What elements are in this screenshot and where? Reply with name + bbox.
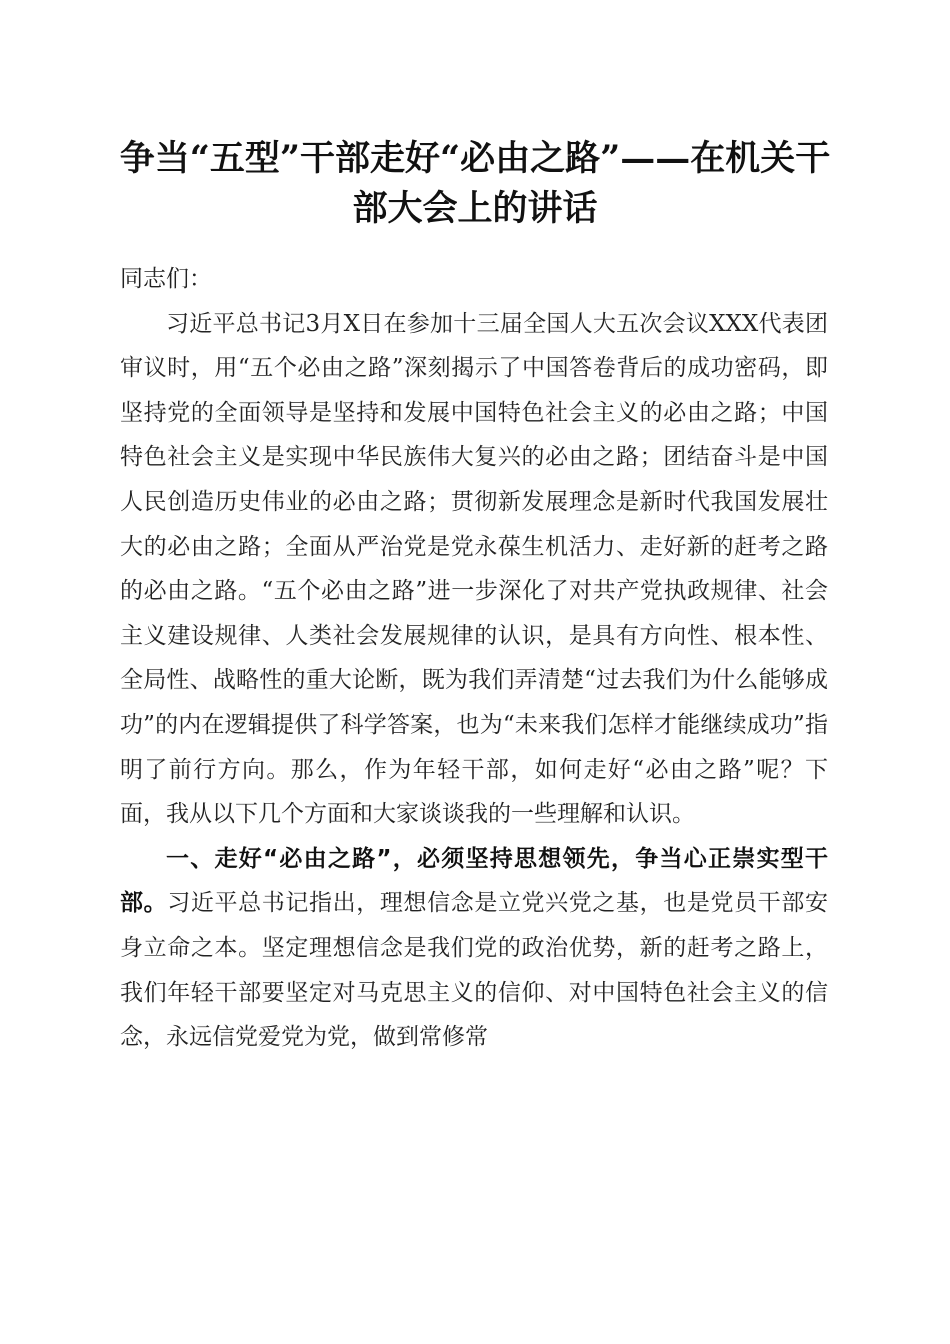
- section-1-heading: 一、走好“必由之路”，必须坚持思想领先，争当心正崇实型干部。: [120, 845, 828, 917]
- intro-paragraph: 习近平总书记3月X日在参加十三届全国人大五次会议XXX代表团审议时，用“五个必由之路”深刻揭示了中国答卷背后的成功密码，即坚持党的全面领导是坚持和发展中国特色社会主义的必由之路；中国特色社会主义是实现中华民族伟大复兴的必由之路；团结奋斗是中国人民创造历史伟业的必由之路；贯彻新发展理念是新时代我国发展壮大的必由之路；全面从严治党是党永葆生机活力、走好新的赶考之路的必由之路。“五个必由之路”进一步深化了对共产党执政规律、社会主义建设规律、人类社会发展规律的认识，是具有方向性、根本性、全局性、战略性的重大论断，既为我们弄清楚“过去我们为什么能够成功”的内在逻辑提供了科学答案，也为“未来我们怎样才能继续成功”指明了前行方向。那么，作为年轻干部，如何走好“必由之路”呢？下面，我从以下几个方面和大家谈谈我的一些理解和认识。: [120, 310, 828, 828]
- document-body: [120, 257, 828, 1060]
- salutation: 同志们：: [120, 266, 212, 292]
- document-title: 争当“五型”干部走好“必由之路”——在机关干部大会上的讲话: [119, 138, 831, 229]
- section-1-text: 习近平总书记指出，理想信念是立党兴党之基，也是党员干部安身立命之本。坚定理想信念是我们党的政治优势，新的赶考之路上，我们年轻干部要坚定对马克思主义的信仰、对中国特色社会主义的信念，永远信党爱党为党，做到常修常: [120, 890, 829, 1051]
- section-1-paragraph: [120, 837, 828, 1060]
